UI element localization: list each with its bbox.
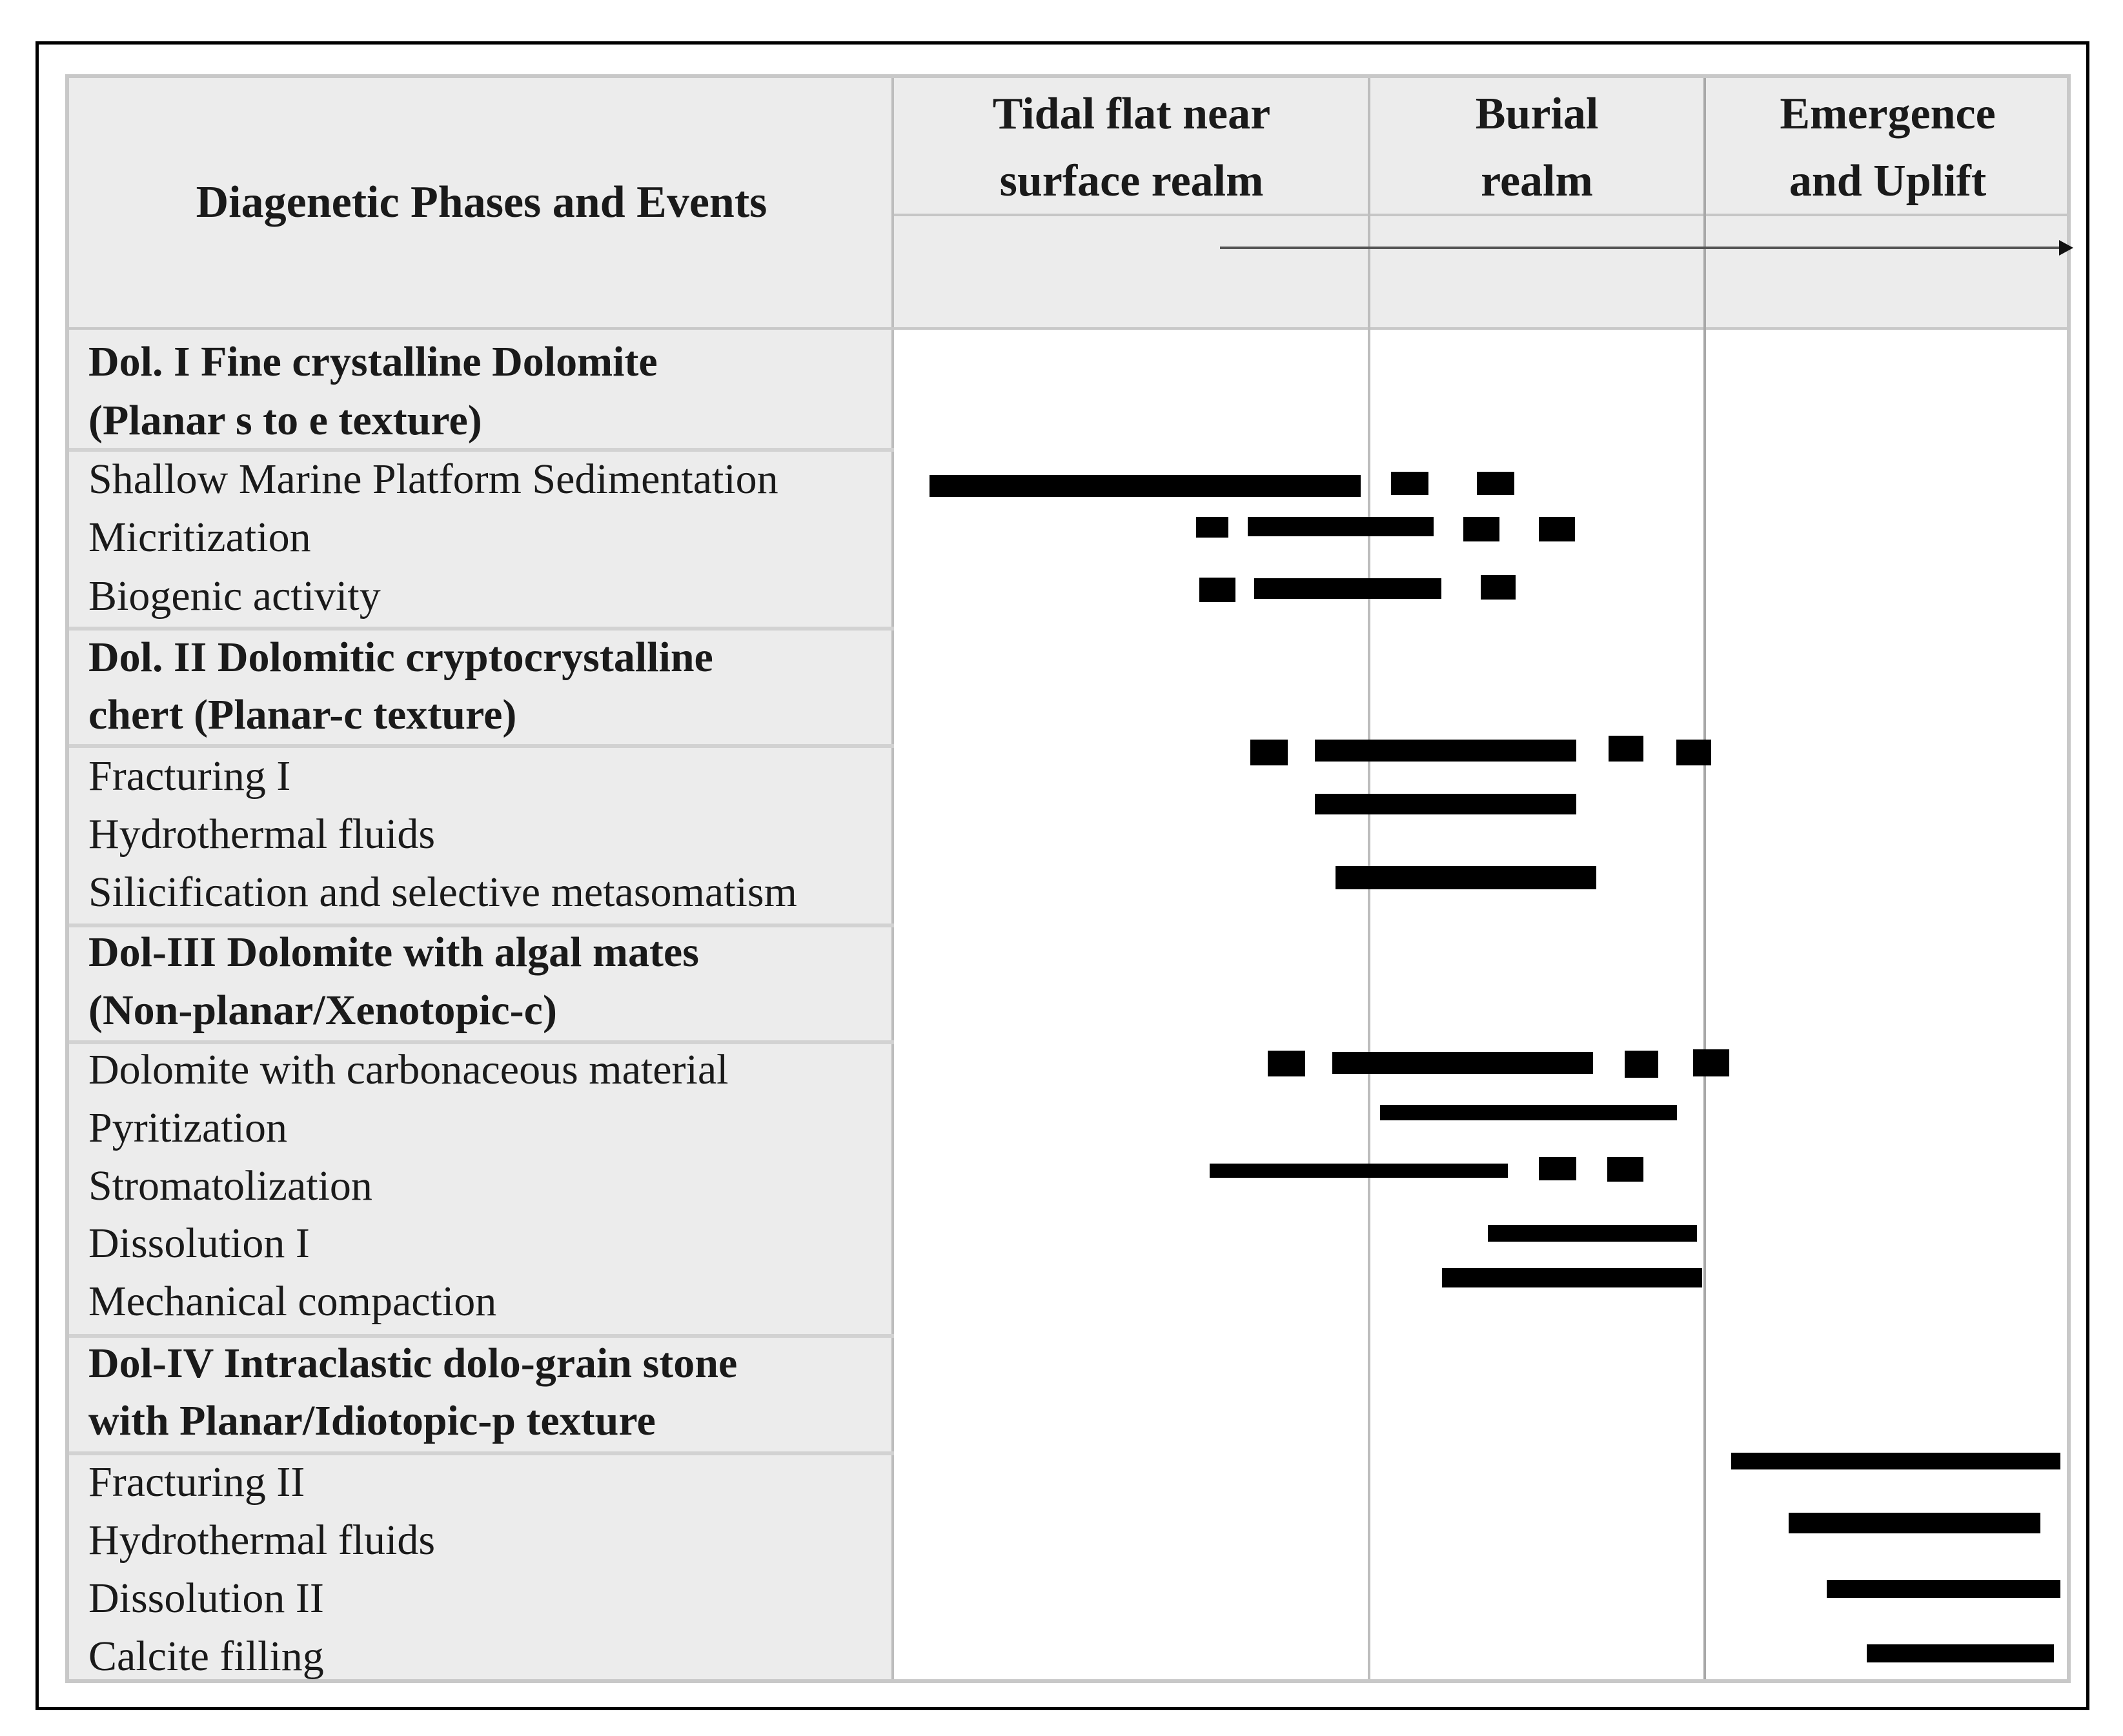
event-bar-solid xyxy=(1315,794,1576,814)
event-bar-solid xyxy=(1380,1105,1677,1120)
row-label: Dolomite with carbonaceous material xyxy=(88,1046,729,1093)
event-bar-solid xyxy=(1488,1225,1697,1242)
row-label: Dol. II Dolomitic cryptocrystalline xyxy=(88,634,713,681)
event-bar-solid xyxy=(1442,1268,1702,1287)
arrowhead-icon xyxy=(2059,240,2073,256)
row-label: Fracturing I xyxy=(88,752,291,800)
row-label: Dol. I Fine crystalline Dolomite xyxy=(88,338,658,385)
row-label: Micritization xyxy=(88,514,311,561)
row-label: with Planar/Idiotopic-p texture xyxy=(88,1397,656,1444)
event-bar-dash xyxy=(1539,1157,1576,1180)
event-bar-dash xyxy=(1250,740,1288,765)
row-label: Silicification and selective metasomatism xyxy=(88,869,797,916)
row-label: Mechanical compaction xyxy=(88,1278,497,1325)
event-bar-solid xyxy=(1336,866,1596,889)
row-label: Stromatolization xyxy=(88,1162,372,1209)
row-label: Dissolution I xyxy=(88,1220,310,1267)
row-label: Shallow Marine Platform Sedimentation xyxy=(88,456,778,503)
row-label: Calcite filling xyxy=(88,1633,324,1680)
table-title: Diagenetic Phases and Events xyxy=(196,177,767,227)
row-label: Fracturing II xyxy=(88,1458,305,1506)
event-bar-solid xyxy=(1332,1052,1593,1074)
realm-label-burial: Burial realm xyxy=(1475,89,1599,206)
event-bar-solid xyxy=(1210,1164,1508,1178)
event-bar-solid xyxy=(1254,578,1441,599)
row-label: Hydrothermal fluids xyxy=(88,811,436,858)
event-bar-dash xyxy=(1539,517,1575,541)
event-bar-dash xyxy=(1196,517,1228,538)
event-bar-solid xyxy=(1731,1453,2060,1469)
row-label: chert (Planar-c texture) xyxy=(88,691,517,738)
row-label: Dissolution II xyxy=(88,1575,324,1622)
event-bar-solid xyxy=(1248,517,1434,536)
event-bar-solid xyxy=(1867,1644,2054,1662)
row-label: (Planar s to e texture) xyxy=(88,397,482,444)
row-label: Dol-IV Intraclastic dolo-grain stone xyxy=(88,1340,738,1387)
event-bar-dash xyxy=(1477,472,1514,495)
event-bar-dash xyxy=(1199,578,1235,602)
event-bar-dash xyxy=(1625,1051,1658,1078)
event-bar-solid xyxy=(1789,1513,2040,1533)
event-bar-dash xyxy=(1481,575,1516,600)
row-label: (Non-planar/Xenotopic-c) xyxy=(88,987,557,1034)
event-bar-solid xyxy=(1315,740,1576,762)
event-bar-solid xyxy=(1827,1580,2060,1598)
row-label: Dol-III Dolomite with algal mates xyxy=(88,929,699,976)
event-bar-dash xyxy=(1676,740,1711,765)
realm-label-tidal-flat: Tidal flat near surface realm xyxy=(992,89,1271,206)
row-label: Pyritization xyxy=(88,1104,287,1151)
event-bar-dash xyxy=(1463,517,1499,541)
event-bar-dash xyxy=(1268,1051,1305,1076)
event-bar-dash xyxy=(1693,1049,1729,1076)
realm-label-emergence: Emergence and Uplift xyxy=(1780,89,1996,206)
event-bar-dash xyxy=(1609,736,1643,762)
row-label: Hydrothermal fluids xyxy=(88,1517,436,1564)
row-label: Biogenic activity xyxy=(88,572,381,620)
event-bar-solid xyxy=(929,475,1361,497)
event-bar-dash xyxy=(1607,1157,1643,1182)
event-bar-dash xyxy=(1391,472,1428,495)
